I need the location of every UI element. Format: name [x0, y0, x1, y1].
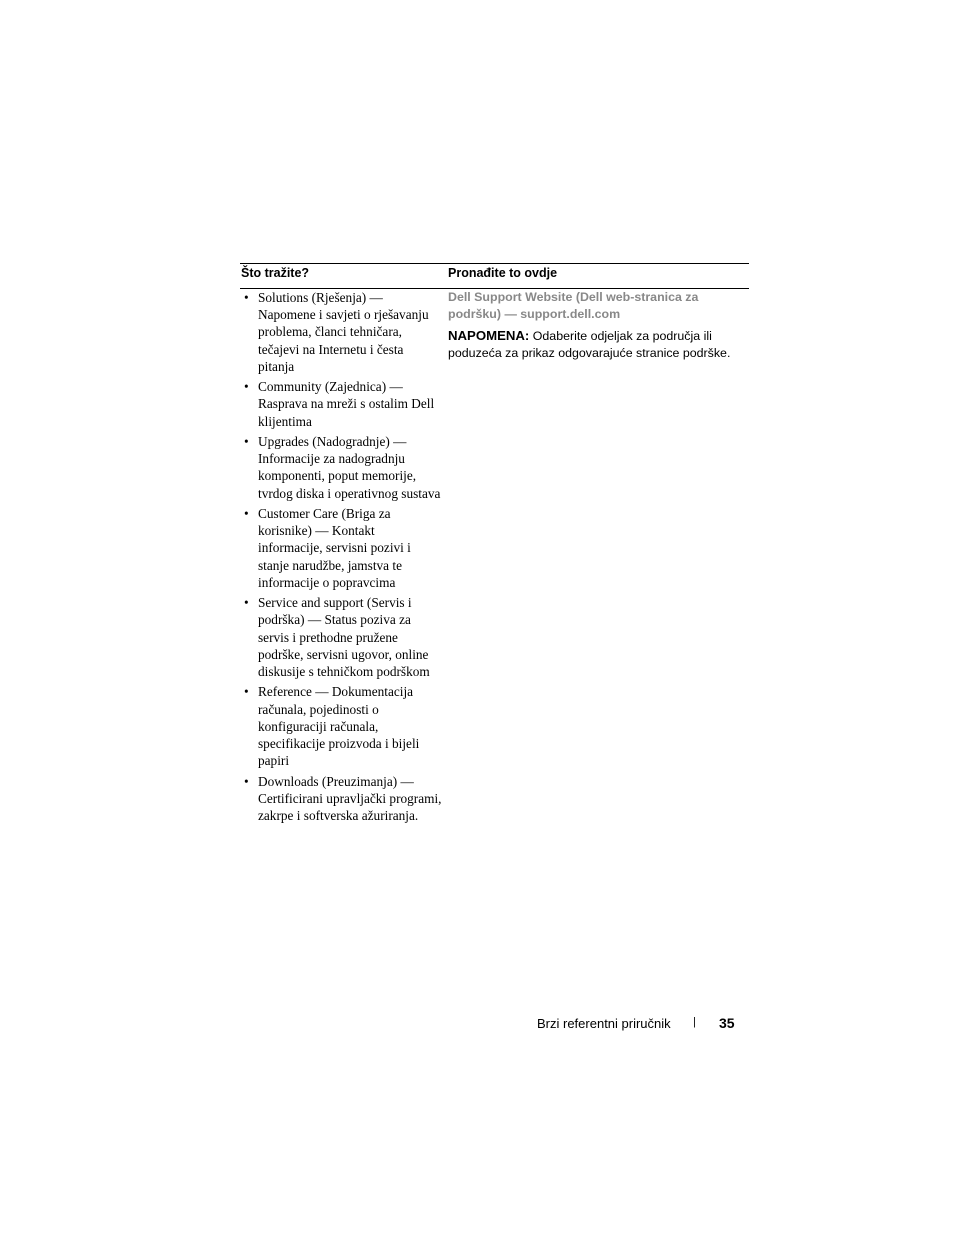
list-item [244, 773, 442, 825]
list-item [244, 378, 442, 430]
note-text: Odaberite odjeljak za područja ili poduzeća za prikaz odgovarajuće stranice podrške. [448, 329, 731, 360]
source-cell [448, 289, 748, 362]
list-item-text: Upgrades (Nadogradnje) — Informacije za nadogradnju komponenti, poput memorije, tvrdog diska i operativnog sustava [258, 434, 441, 501]
support-website-link[interactable]: Dell Support Website (Dell web-stranica za podršku) — support.dell.com [448, 290, 699, 321]
list-item-text: Reference — Dokumentacija računala, pojedinosti o konfiguraciji računala, specifikacije proizvoda i bijeli papiri [258, 684, 420, 769]
list-item-text: Customer Care (Briga za korisnike) — Kontakt informacije, servisni pozivi i stanje narudžbe, jamstva te informacije o popravcima [258, 506, 411, 590]
list-item [244, 683, 442, 769]
bullet: • [244, 773, 249, 789]
info-table [240, 263, 749, 824]
list-item-text: Community (Zajednica) — Rasprava na mreži s ostalim Dell klijentima [258, 379, 435, 429]
footer-title: Brzi referentni priručnik [537, 1016, 671, 1031]
header-where-to-find: Pronađite to ovdje [448, 266, 558, 280]
note [448, 327, 748, 362]
page-number: 35 [719, 1015, 735, 1031]
bullet: • [244, 379, 249, 395]
note-label: NAPOMENA: [448, 328, 530, 343]
list-item [244, 594, 442, 680]
bullet: • [244, 506, 249, 521]
bullet: • [244, 684, 249, 700]
list-item-text: Downloads (Preuzimanja) — Certificirani upravljački programi, zakrpe i softverska ažuriranja. [258, 773, 442, 824]
list-item [244, 289, 442, 375]
topics-list [244, 289, 442, 827]
footer-separator: | [693, 1016, 696, 1028]
list-item [244, 433, 442, 502]
list-item [244, 505, 442, 591]
header-what-you-seek: Što tražite? [241, 266, 310, 280]
list-item-text: Solutions (Rješenja) — Napomene i savjeti o rješavanju problema, članci tehničara, tečajevi na Internetu i česta pitanja [258, 290, 429, 374]
bullet: • [244, 595, 249, 611]
bullet: • [244, 434, 249, 449]
table-header [240, 263, 749, 289]
list-item-text: Service and support (Servis i podrška) — Status poziva za servis i prethodne pružene podrške, servisni ugovor, online diskusije s tehničkom podrškom [258, 595, 430, 680]
bullet: • [244, 290, 249, 305]
